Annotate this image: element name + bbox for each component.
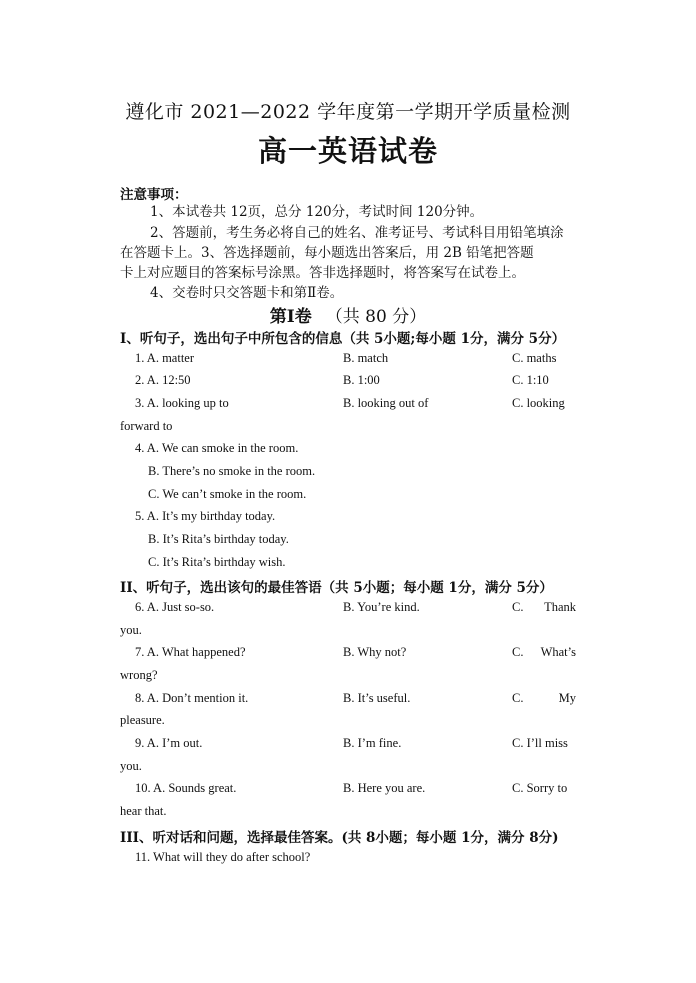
q5-option-c: C. It’s Rita’s birthday wish. [148, 555, 286, 569]
q6-option-c-letter: C. [512, 600, 524, 614]
section-title [0, 302, 696, 327]
q1-option-b: B. match [343, 351, 389, 365]
q3-option-b: B. looking out of [343, 396, 429, 410]
q8-option-c-wrap: pleasure. [120, 713, 165, 727]
part2-heading: II、听句子，选出该句的最佳答语（共 5小题；每小题 1分，满分 5分） [120, 580, 553, 596]
q7-option-c-letter: C. [512, 645, 524, 659]
q10-option-a: 10. A. Sounds great. [135, 781, 237, 795]
q7-option-a: 7. A. What happened? [135, 645, 246, 659]
q7-option-b: B. Why not? [343, 645, 407, 659]
q5-option-a: 5. A. It’s my birthday today. [135, 509, 276, 523]
q9-option-b: B. I’m fine. [343, 736, 402, 750]
q9-option-a: 9. A. I’m out. [135, 736, 203, 750]
q1-option-a: 1. A. matter [135, 351, 195, 365]
section-title-main: 第Ⅰ卷 [269, 307, 312, 327]
q8-option-c-letter: C. [512, 691, 524, 705]
q6-option-c [512, 600, 576, 615]
part3-heading: III、听对话和问题，选择最佳答案。(共 8小题；每小题 1分，满分 8分) [120, 830, 559, 846]
q3-option-c-wrap: forward to [120, 419, 173, 433]
exam-title: 高一英语试卷 [257, 134, 438, 168]
notice-line: 4、交卷时只交答题卡和第Ⅱ卷。 [150, 285, 344, 301]
notice-heading: 注意事项： [120, 187, 188, 203]
q1-option-c: C. maths [512, 351, 557, 365]
notice-line: 在答题卡上。3、答选择题前，每小题选出答案后，用 2B 铅笔把答题 [120, 245, 534, 261]
q6-option-c-wrap: you. [120, 623, 142, 637]
q3-option-c: C. looking [512, 396, 565, 410]
q10-option-b: B. Here you are. [343, 781, 426, 795]
q9-option-c: C. I’ll miss [512, 736, 568, 750]
q5-option-b: B. It’s Rita’s birthday today. [148, 532, 289, 546]
q7-option-c [512, 645, 576, 660]
q7-option-c-wrap: wrong? [120, 668, 158, 682]
q2-option-b: B. 1:00 [343, 373, 380, 387]
q10-option-c-wrap: hear that. [120, 804, 167, 818]
notice-line: 1、本试卷共 12页，总分 120分，考试时间 120分钟。 [150, 204, 484, 220]
q4-option-a: 4. A. We can smoke in the room. [135, 441, 299, 455]
q7-option-c-word: What’s [540, 645, 576, 659]
q10-option-c: C. Sorry to [512, 781, 568, 795]
q4-option-b: B. There’s no smoke in the room. [148, 464, 316, 478]
q6-option-c-word: Thank [544, 600, 576, 614]
section-title-sub: （共 80 分） [325, 307, 427, 327]
q6-option-b: B. You’re kind. [343, 600, 420, 614]
part1-heading: I、听句子，选出句子中所包含的信息（共 5小题;每小题 1分，满分 5分） [120, 331, 566, 347]
q8-option-b: B. It’s useful. [343, 691, 411, 705]
exam-header-line: 遵化市 2021—2022 学年度第一学期开学质量检测 [125, 101, 571, 123]
q6-option-a: 6. A. Just so-so. [135, 600, 215, 614]
q2-option-a: 2. A. 12:50 [135, 373, 191, 387]
q11-question: 11. What will they do after school? [135, 850, 311, 864]
q8-option-c [512, 691, 576, 706]
q9-option-c-wrap: you. [120, 759, 142, 773]
notice-line: 卡上对应题目的答案标号涂黑。答非选择题时，将答案写在试卷上。 [120, 265, 525, 281]
q4-option-c: C. We can’t smoke in the room. [148, 487, 307, 501]
notice-line: 2、答题前，考生务必将自己的姓名、准考证号、考试科目用铅笔填涂 [150, 225, 564, 241]
q8-option-c-word: My [558, 691, 576, 705]
q2-option-c: C. 1:10 [512, 373, 549, 387]
q8-option-a: 8. A. Don’t mention it. [135, 691, 249, 705]
q3-option-a: 3. A. looking up to [135, 396, 229, 410]
